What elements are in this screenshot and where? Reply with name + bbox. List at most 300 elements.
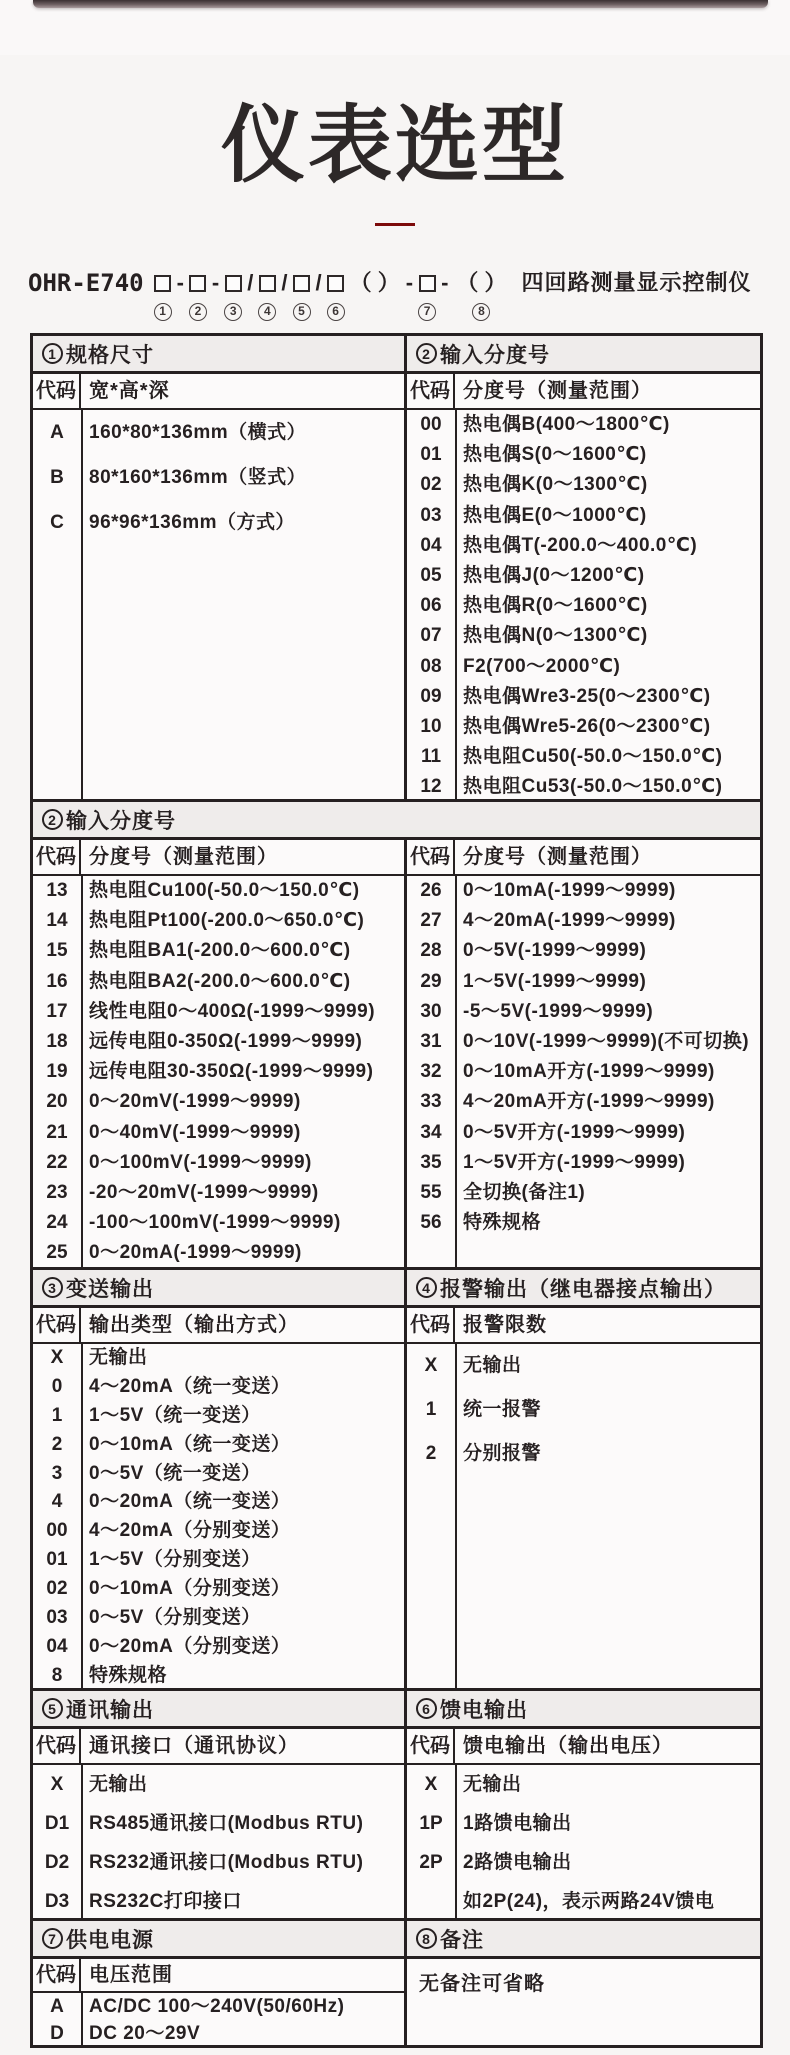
row-desc: -5～5V(-1999～9999): [463, 1000, 654, 1022]
table-row: [33, 936, 404, 966]
section-header-alarm: [407, 1270, 760, 1308]
table-row: [407, 1765, 760, 1804]
table-row: [33, 906, 404, 936]
row-desc: 热电阻Cu53(-50.0～150.0℃): [463, 776, 723, 798]
table-row: [33, 1460, 404, 1489]
row-desc: 0～5V（统一变送）: [89, 1462, 261, 1484]
row-code: 3: [51, 1462, 63, 1484]
row-code: [407, 1882, 455, 1918]
row-code: 26: [420, 880, 442, 901]
code-column-header: 代码: [407, 1308, 455, 1342]
row-desc: 热电阻BA2(-200.0～600.0℃): [89, 970, 351, 992]
row-code: 8: [51, 1664, 63, 1686]
desc-column-header: 输出类型（输出方式）: [89, 1314, 299, 1336]
row-desc: 线性电阻0～400Ω(-1999～9999): [89, 1000, 376, 1022]
row-code: 18: [46, 1030, 68, 1052]
desc-column-header: 分度号（测量范围）: [463, 846, 652, 868]
column-header-row: [407, 1308, 760, 1344]
section-number-icon: 2: [416, 343, 437, 364]
model-code-box: [154, 275, 171, 292]
section-header-power: [33, 1921, 404, 1959]
section-number-icon: 6: [416, 1698, 437, 1719]
rows-comm: [33, 1765, 404, 1918]
row-code: 35: [420, 1151, 442, 1173]
model-slot: [189, 268, 207, 321]
row-desc: 分别报警: [463, 1443, 542, 1464]
band-input-cont: [33, 802, 760, 1270]
model-position-number: 3: [224, 303, 242, 321]
model-separator: /: [281, 270, 288, 295]
row-code: 20: [46, 1091, 68, 1113]
row-code: 34: [420, 1121, 442, 1143]
row-desc: 1～5V开方(-1999～9999): [463, 1151, 686, 1173]
row-desc: 0～5V(-1999～9999): [463, 940, 647, 962]
section-label: 供电电源: [66, 1928, 154, 1952]
table-row: [33, 1882, 404, 1918]
row-desc: 无输出: [463, 1774, 522, 1795]
section-label: 报警输出（继电器接点输出）: [440, 1277, 726, 1301]
model-code-line: [28, 268, 752, 321]
table-row: [33, 1148, 404, 1178]
row-desc: -20～20mV(-1999～9999): [89, 1181, 319, 1203]
section-label: 通讯输出: [66, 1698, 154, 1722]
section-number-icon: 4: [416, 1277, 437, 1298]
row-code: 02: [46, 1578, 68, 1600]
table-row: [407, 682, 760, 712]
code-column-header: 代码: [33, 374, 81, 408]
band-spec-and-input: [33, 336, 760, 802]
remark-note: 无备注可省略: [419, 1973, 545, 1995]
section-number-icon: 1: [42, 343, 63, 364]
rows-input-26-56: [407, 876, 760, 1267]
table-row: [33, 1993, 404, 2020]
row-desc: RS232通讯接口(Modbus RTU): [89, 1852, 364, 1873]
model-slot: [293, 268, 311, 321]
table-row: [407, 1178, 760, 1208]
section-header-input-2: [33, 802, 760, 840]
row-code: 05: [420, 564, 442, 586]
table-row: [33, 1488, 404, 1517]
row-code: C: [50, 512, 64, 533]
model-separator: -: [211, 270, 220, 295]
code-column-header: 代码: [33, 1308, 81, 1342]
section-header-remark: [407, 1921, 760, 1959]
table-row: [407, 531, 760, 561]
row-code: 04: [420, 534, 442, 556]
row-code: 33: [420, 1091, 442, 1113]
section-number-icon: 8: [416, 1928, 437, 1949]
row-desc: 0～100mV(-1999～9999): [89, 1151, 312, 1173]
table-row: [33, 1431, 404, 1460]
model-separator: （ ）: [456, 270, 507, 295]
table-row: [33, 1087, 404, 1117]
row-code: 01: [420, 444, 442, 466]
section-label: 馈电输出: [440, 1698, 528, 1722]
code-column-header: 代码: [407, 1729, 455, 1763]
table-row: [33, 455, 404, 500]
desc-column-header: 宽*高*深: [89, 380, 170, 402]
table-row: [33, 1118, 404, 1148]
row-code: 1: [51, 1404, 63, 1426]
row-code: D3: [44, 1891, 70, 1912]
row-desc: 80*160*136mm（竖式）: [89, 467, 307, 488]
row-code: 04: [46, 1635, 68, 1657]
row-code: 12: [420, 776, 442, 798]
row-code: X: [424, 1355, 438, 1376]
row-desc: 热电阻BA1(-200.0～600.0℃): [89, 940, 351, 962]
section-label: 规格尺寸: [66, 343, 154, 367]
band-comm-feed: [33, 1691, 760, 1921]
page-title: 仪表选型: [220, 98, 569, 192]
column-header-row: [33, 374, 404, 410]
title-divider: [375, 223, 415, 226]
table-row: [33, 2020, 404, 2045]
row-desc: 如2P(24)，表示两路24V馈电: [463, 1891, 715, 1912]
row-desc: 160*80*136mm（横式）: [89, 422, 307, 443]
section-alarm-output: [407, 1270, 760, 1688]
model-code-box: [293, 275, 310, 292]
row-desc: 0～10mA（统一变送）: [89, 1433, 291, 1455]
row-code: 23: [46, 1181, 68, 1203]
model-code-box: [225, 275, 242, 292]
row-code: 14: [46, 910, 68, 932]
model-slot: [224, 268, 242, 321]
rows-input-13-25: [33, 876, 404, 1267]
code-column-header: 代码: [33, 840, 81, 874]
table-row: [407, 1882, 760, 1918]
row-desc: 4～20mA（分别变送）: [89, 1520, 291, 1542]
row-code: X: [50, 1774, 64, 1795]
row-desc: 0～5V开方(-1999～9999): [463, 1121, 686, 1143]
row-desc: 4～20mA(-1999～9999): [463, 910, 676, 932]
model-slot: [418, 268, 436, 321]
model-separator: -: [176, 270, 184, 295]
row-code: 2: [51, 1433, 63, 1455]
row-code: 22: [46, 1151, 68, 1173]
row-desc: DC 20～29V: [89, 2023, 201, 2044]
top-strip: [0, 0, 790, 55]
row-code: 00: [420, 414, 442, 435]
row-code: D: [50, 2023, 64, 2044]
rows-spec-size: [33, 410, 404, 799]
row-code: 31: [420, 1030, 442, 1052]
code-column-header: 代码: [33, 1959, 81, 1991]
model-position-number: 8: [472, 303, 490, 321]
input-cont-halves: [33, 840, 760, 1267]
section-remark: [407, 1921, 760, 2045]
row-desc: 特殊规格: [463, 1212, 542, 1234]
row-desc: RS232C打印接口: [89, 1891, 242, 1912]
table-row: [407, 1148, 760, 1178]
row-desc: 热电阻Cu50(-50.0～150.0℃): [463, 746, 723, 768]
column-header-row: [407, 1729, 760, 1765]
row-desc: 热电偶S(0～1600℃): [463, 444, 647, 466]
section-header-comm: [33, 1691, 404, 1729]
row-desc: 0～10mA（分别变送）: [89, 1578, 291, 1600]
row-code: 1: [425, 1399, 437, 1420]
row-desc: 1～5V(-1999～9999): [463, 970, 647, 992]
table-row: [33, 410, 404, 455]
table-row: [33, 1238, 404, 1267]
model-position-number: 2: [189, 303, 207, 321]
model-code-box: [327, 275, 344, 292]
table-row: [407, 742, 760, 772]
row-desc: 热电偶K(0～1300℃): [463, 474, 648, 496]
column-header-row: [33, 1729, 404, 1765]
section-number-icon: 5: [42, 1698, 63, 1719]
code-column-header: 代码: [33, 1729, 81, 1763]
section-label: 备注: [440, 1928, 484, 1952]
section-number-icon: 7: [42, 1928, 63, 1949]
model-separator: /: [315, 270, 322, 295]
table-row: [407, 1344, 760, 1388]
row-desc: AC/DC 100～240V(50/60Hz): [89, 1996, 345, 2017]
row-desc: 全切换(备注1): [463, 1181, 586, 1203]
column-header-row: [33, 840, 404, 876]
row-desc: F2(700～2000℃): [463, 655, 621, 677]
row-code: 03: [420, 504, 442, 526]
band-power-remark: [33, 1921, 760, 2045]
row-code: D2: [44, 1852, 70, 1873]
row-code: 19: [46, 1061, 68, 1083]
section-spec-size: [33, 336, 407, 799]
table-row: [407, 1057, 760, 1087]
model-separator: -: [441, 270, 449, 295]
section-header-transmit: [33, 1270, 404, 1308]
desc-column-header: 通讯接口（通讯协议）: [89, 1735, 299, 1757]
row-desc: 无输出: [463, 1355, 522, 1376]
row-desc: 0～20mV(-1999～9999): [89, 1091, 301, 1113]
table-row: [407, 906, 760, 936]
section-transmit-output: [33, 1270, 407, 1688]
row-code: 4: [51, 1491, 63, 1513]
input-cont-left: [33, 840, 407, 1267]
model-separator: （ ）: [349, 270, 400, 295]
table-row: [33, 1546, 404, 1575]
model-code-box: [419, 275, 436, 292]
table-row: [407, 1118, 760, 1148]
row-code: B: [50, 467, 64, 488]
row-code: A: [50, 422, 64, 443]
row-code: 56: [420, 1212, 442, 1234]
model-position-number: 5: [293, 303, 311, 321]
model-position-number: 1: [154, 303, 172, 321]
row-code: 11: [420, 746, 442, 768]
row-desc: 远传电阻30-350Ω(-1999～9999): [89, 1061, 374, 1083]
table-row: [33, 1178, 404, 1208]
desc-column-header: 电压范围: [89, 1964, 173, 1986]
row-desc: 热电偶E(0～1000℃): [463, 504, 647, 526]
section-label: 变送输出: [66, 1277, 154, 1301]
rows-feed: [407, 1765, 760, 1918]
table-row: [407, 1208, 760, 1238]
row-desc: 热电偶Wre5-26(0～2300℃): [463, 715, 711, 737]
row-desc: 热电阻Cu100(-50.0～150.0℃): [89, 880, 360, 901]
column-header-row: [407, 840, 760, 876]
table-row: [407, 967, 760, 997]
model-slot: [327, 268, 345, 321]
section-comm-output: [33, 1691, 407, 1918]
table-row: [407, 621, 760, 651]
row-code: D1: [44, 1813, 70, 1834]
table-row: [33, 1633, 404, 1662]
table-row: [33, 500, 404, 545]
model-suffix: 四回路测量显示控制仪: [521, 270, 752, 295]
row-code: 21: [46, 1121, 68, 1143]
table-row: [33, 997, 404, 1027]
row-desc: 0～10V(-1999～9999)(不可切换): [463, 1030, 750, 1052]
table-row: [33, 1344, 404, 1373]
row-desc: 统一报警: [463, 1399, 542, 1420]
row-desc: 0～20mA（统一变送）: [89, 1491, 291, 1513]
row-desc: 0～20mA(-1999～9999): [89, 1242, 302, 1264]
column-header-row: [33, 1959, 404, 1993]
model-prefix: OHR-E740: [28, 269, 144, 297]
section-power-supply: [33, 1921, 407, 2045]
row-code: 01: [46, 1549, 68, 1571]
row-code: X: [50, 1347, 64, 1368]
row-code: 16: [46, 970, 68, 992]
rows-power: [33, 1993, 404, 2045]
row-desc: 热电偶J(0～1200℃): [463, 564, 645, 586]
row-code: 29: [420, 970, 442, 992]
table-row: [407, 440, 760, 470]
table-row: [33, 876, 404, 906]
row-desc: 无输出: [89, 1774, 148, 1795]
row-code: 00: [46, 1520, 68, 1542]
table-row: [33, 1373, 404, 1402]
table-row: [33, 967, 404, 997]
rows-input-00-12: [407, 410, 760, 799]
model-slot: [258, 268, 276, 321]
table-row: [407, 936, 760, 966]
row-code: 17: [46, 1000, 68, 1022]
row-code: 02: [420, 474, 442, 496]
row-desc: 无输出: [89, 1347, 148, 1368]
table-row: [33, 1843, 404, 1882]
row-desc: 0～40mV(-1999～9999): [89, 1121, 301, 1143]
row-code: 27: [420, 910, 442, 932]
table-row: [33, 1208, 404, 1238]
table-row: [407, 1804, 760, 1843]
table-row: [33, 1575, 404, 1604]
row-code: 2: [425, 1443, 437, 1464]
row-code: 24: [46, 1212, 68, 1234]
section-feed-output: [407, 1691, 760, 1918]
row-desc: 4～20mA（统一变送）: [89, 1375, 291, 1397]
model-slot: [453, 268, 509, 321]
table-row: [407, 1087, 760, 1117]
table-row: [407, 652, 760, 682]
row-code: 15: [46, 940, 68, 962]
row-desc: 热电偶B(400～1800℃): [463, 414, 670, 435]
model-separator: -: [405, 270, 414, 295]
row-desc: 0～5V（分别变送）: [89, 1607, 261, 1629]
row-desc: 0～10mA开方(-1999～9999): [463, 1061, 715, 1083]
row-desc: 特殊规格: [89, 1664, 168, 1686]
table-row: [33, 1057, 404, 1087]
row-code: 06: [420, 595, 442, 617]
row-code: 08: [420, 655, 442, 677]
row-desc: 2路馈电输出: [463, 1852, 572, 1873]
table-row: [407, 997, 760, 1027]
row-code: X: [424, 1774, 438, 1795]
code-column-header: 代码: [407, 374, 455, 408]
input-cont-right: [407, 840, 760, 1267]
model-position-number: 6: [327, 303, 345, 321]
row-code: 07: [420, 625, 442, 647]
row-desc: -100～100mV(-1999～9999): [89, 1212, 341, 1234]
model-slot: [154, 268, 172, 321]
table-row: [407, 1432, 760, 1476]
top-bar: [33, 0, 768, 8]
row-desc: 96*96*136mm（方式）: [89, 512, 296, 533]
section-input-range-1: [407, 336, 760, 799]
table-row: [407, 876, 760, 906]
section-label: 输入分度号: [66, 809, 176, 833]
section-header-feed: [407, 1691, 760, 1729]
row-desc: 1路馈电输出: [463, 1813, 572, 1834]
section-header-spec: [33, 336, 404, 374]
row-code: 30: [420, 1000, 442, 1022]
row-desc: 1～5V（统一变送）: [89, 1404, 261, 1426]
table-row: [407, 591, 760, 621]
row-code: 28: [420, 940, 442, 962]
table-row: [407, 501, 760, 531]
model-token-row: [152, 268, 512, 321]
table-row: [407, 1027, 760, 1057]
table-row: [33, 1604, 404, 1633]
row-desc: 0～10mA(-1999～9999): [463, 880, 676, 901]
row-code: 32: [420, 1061, 442, 1083]
row-desc: 热电偶R(0～1600℃): [463, 595, 648, 617]
table-row: [33, 1662, 404, 1688]
row-code: 25: [46, 1242, 68, 1264]
row-code: 55: [420, 1181, 442, 1203]
table-row: [407, 712, 760, 742]
model-separator: /: [247, 270, 254, 295]
row-desc: 4～20mA开方(-1999～9999): [463, 1091, 715, 1113]
model-position-number: 7: [418, 303, 436, 321]
row-desc: 热电阻Pt100(-200.0～650.0℃): [89, 910, 365, 932]
row-code: 09: [420, 685, 442, 707]
row-desc: 热电偶T(-200.0～400.0℃): [463, 534, 698, 556]
row-desc: 热电偶N(0～1300℃): [463, 625, 648, 647]
table-row: [407, 470, 760, 500]
row-code: 10: [420, 715, 442, 737]
row-code: 1P: [419, 1813, 443, 1834]
table-row: [407, 772, 760, 799]
row-code: A: [50, 1996, 64, 2017]
column-header-row: [33, 1308, 404, 1344]
table-row: [33, 1517, 404, 1546]
section-header-input-1: [407, 336, 760, 374]
desc-column-header: 报警限数: [463, 1314, 547, 1336]
desc-column-header: 馈电输出（输出电压）: [463, 1735, 673, 1757]
table-row: [33, 1027, 404, 1057]
model-code-box: [189, 275, 206, 292]
desc-column-header: 分度号（测量范围）: [463, 380, 652, 402]
row-code: 0: [51, 1375, 63, 1397]
table-row: [407, 410, 760, 440]
column-header-row: [407, 374, 760, 410]
row-code: 2P: [419, 1852, 443, 1873]
table-row: [33, 1765, 404, 1804]
table-row: [407, 1388, 760, 1432]
row-desc: RS485通讯接口(Modbus RTU): [89, 1813, 364, 1834]
rows-transmit: [33, 1344, 404, 1688]
model-code-box: [259, 275, 276, 292]
